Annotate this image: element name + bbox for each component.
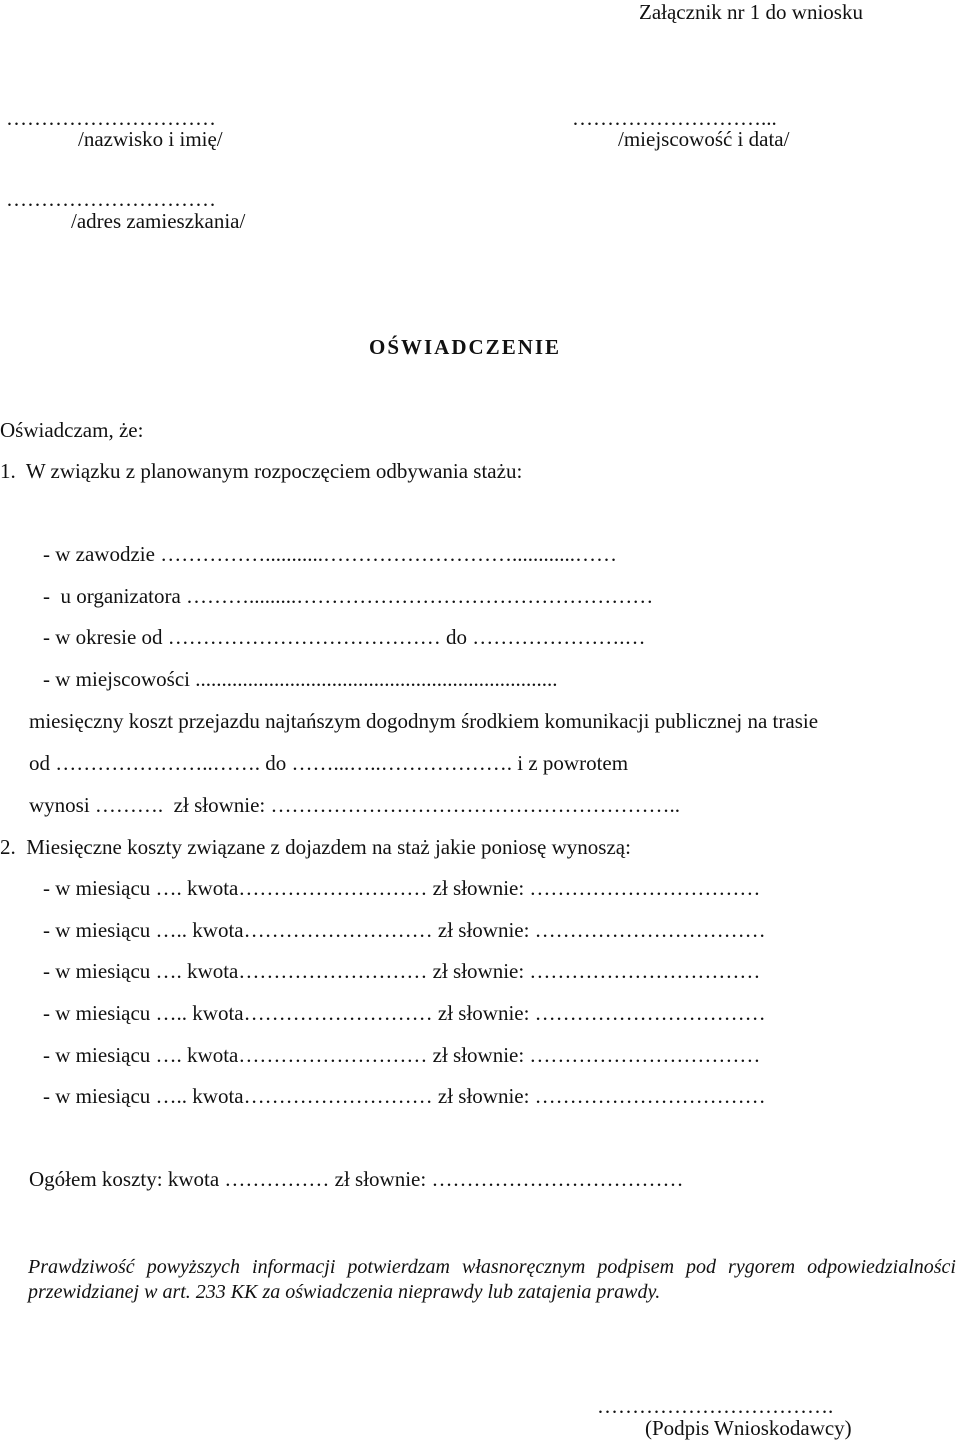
period-line: - w okresie od ………………………………… do ………………….…: [43, 625, 646, 649]
organizer-line: - u organizatora ……….........……………………………………………: [43, 584, 654, 608]
monthly-cost-row: - w miesiącu …. kwota……………………… zł słownie: ……………………………: [43, 959, 761, 983]
declaration-statement: Prawdziwość powyższych informacji potwierdzam własnoręcznym podpisem pod rygorem odpowiedzialności przewidzianej w art. 233 KK za oświadczenia nieprawdy lub zatajenia prawdy.: [28, 1256, 956, 1303]
address-field-label: /adres zamieszkania/: [71, 209, 246, 233]
document-title: OŚWIADCZENIE: [369, 335, 562, 359]
profession-line: - w zawodzie ……………...........………………………............……: [43, 542, 617, 566]
monthly-cost-row: - w miesiącu ….. kwota……………………… zł słownie: ……………………………: [43, 918, 766, 942]
signature-label: (Podpis Wnioskodawcy): [645, 1416, 852, 1440]
cost-description-line-3: wynosi ………. zł słownie: …………………………………………………..: [29, 793, 680, 817]
place-date-field-label: /miejscowość i data/: [618, 127, 790, 151]
name-field-dots: …………………………: [6, 106, 216, 130]
attachment-heading: Załącznik nr 1 do wniosku: [639, 0, 863, 24]
point-1-heading: 1. W związku z planowanym rozpoczęciem odbywania stażu:: [0, 459, 523, 483]
intro-text: Oświadczam, że:: [0, 418, 144, 442]
monthly-cost-row: - w miesiącu …. kwota……………………… zł słownie: ……………………………: [43, 1043, 761, 1067]
monthly-cost-row: - w miesiącu ….. kwota……………………… zł słownie: ……………………………: [43, 1001, 766, 1025]
address-field-dots: …………………………: [6, 187, 216, 211]
total-cost-line: Ogółem koszty: kwota …………… zł słownie: ………………………………: [29, 1167, 684, 1191]
place-line: - w miejscowości .....................................................................: [43, 667, 558, 691]
cost-description-line-1: miesięczny koszt przejazdu najtańszym dogodnym środkiem komunikacji publicznej na trasie: [29, 709, 819, 733]
place-date-field-dots: ………………………...: [572, 106, 777, 130]
monthly-cost-row: - w miesiącu …. kwota……………………… zł słownie: ……………………………: [43, 876, 761, 900]
monthly-cost-row: - w miesiącu ….. kwota……………………… zł słownie: ……………………………: [43, 1084, 766, 1108]
signature-dots: …………………………….: [597, 1394, 834, 1418]
cost-description-line-2: od …………………..……. do ……...…..………………. i z powrotem: [29, 751, 629, 775]
name-field-label: /nazwisko i imię/: [78, 127, 223, 151]
point-2-heading: 2. Miesięczne koszty związane z dojazdem na staż jakie poniosę wynoszą:: [0, 835, 631, 859]
